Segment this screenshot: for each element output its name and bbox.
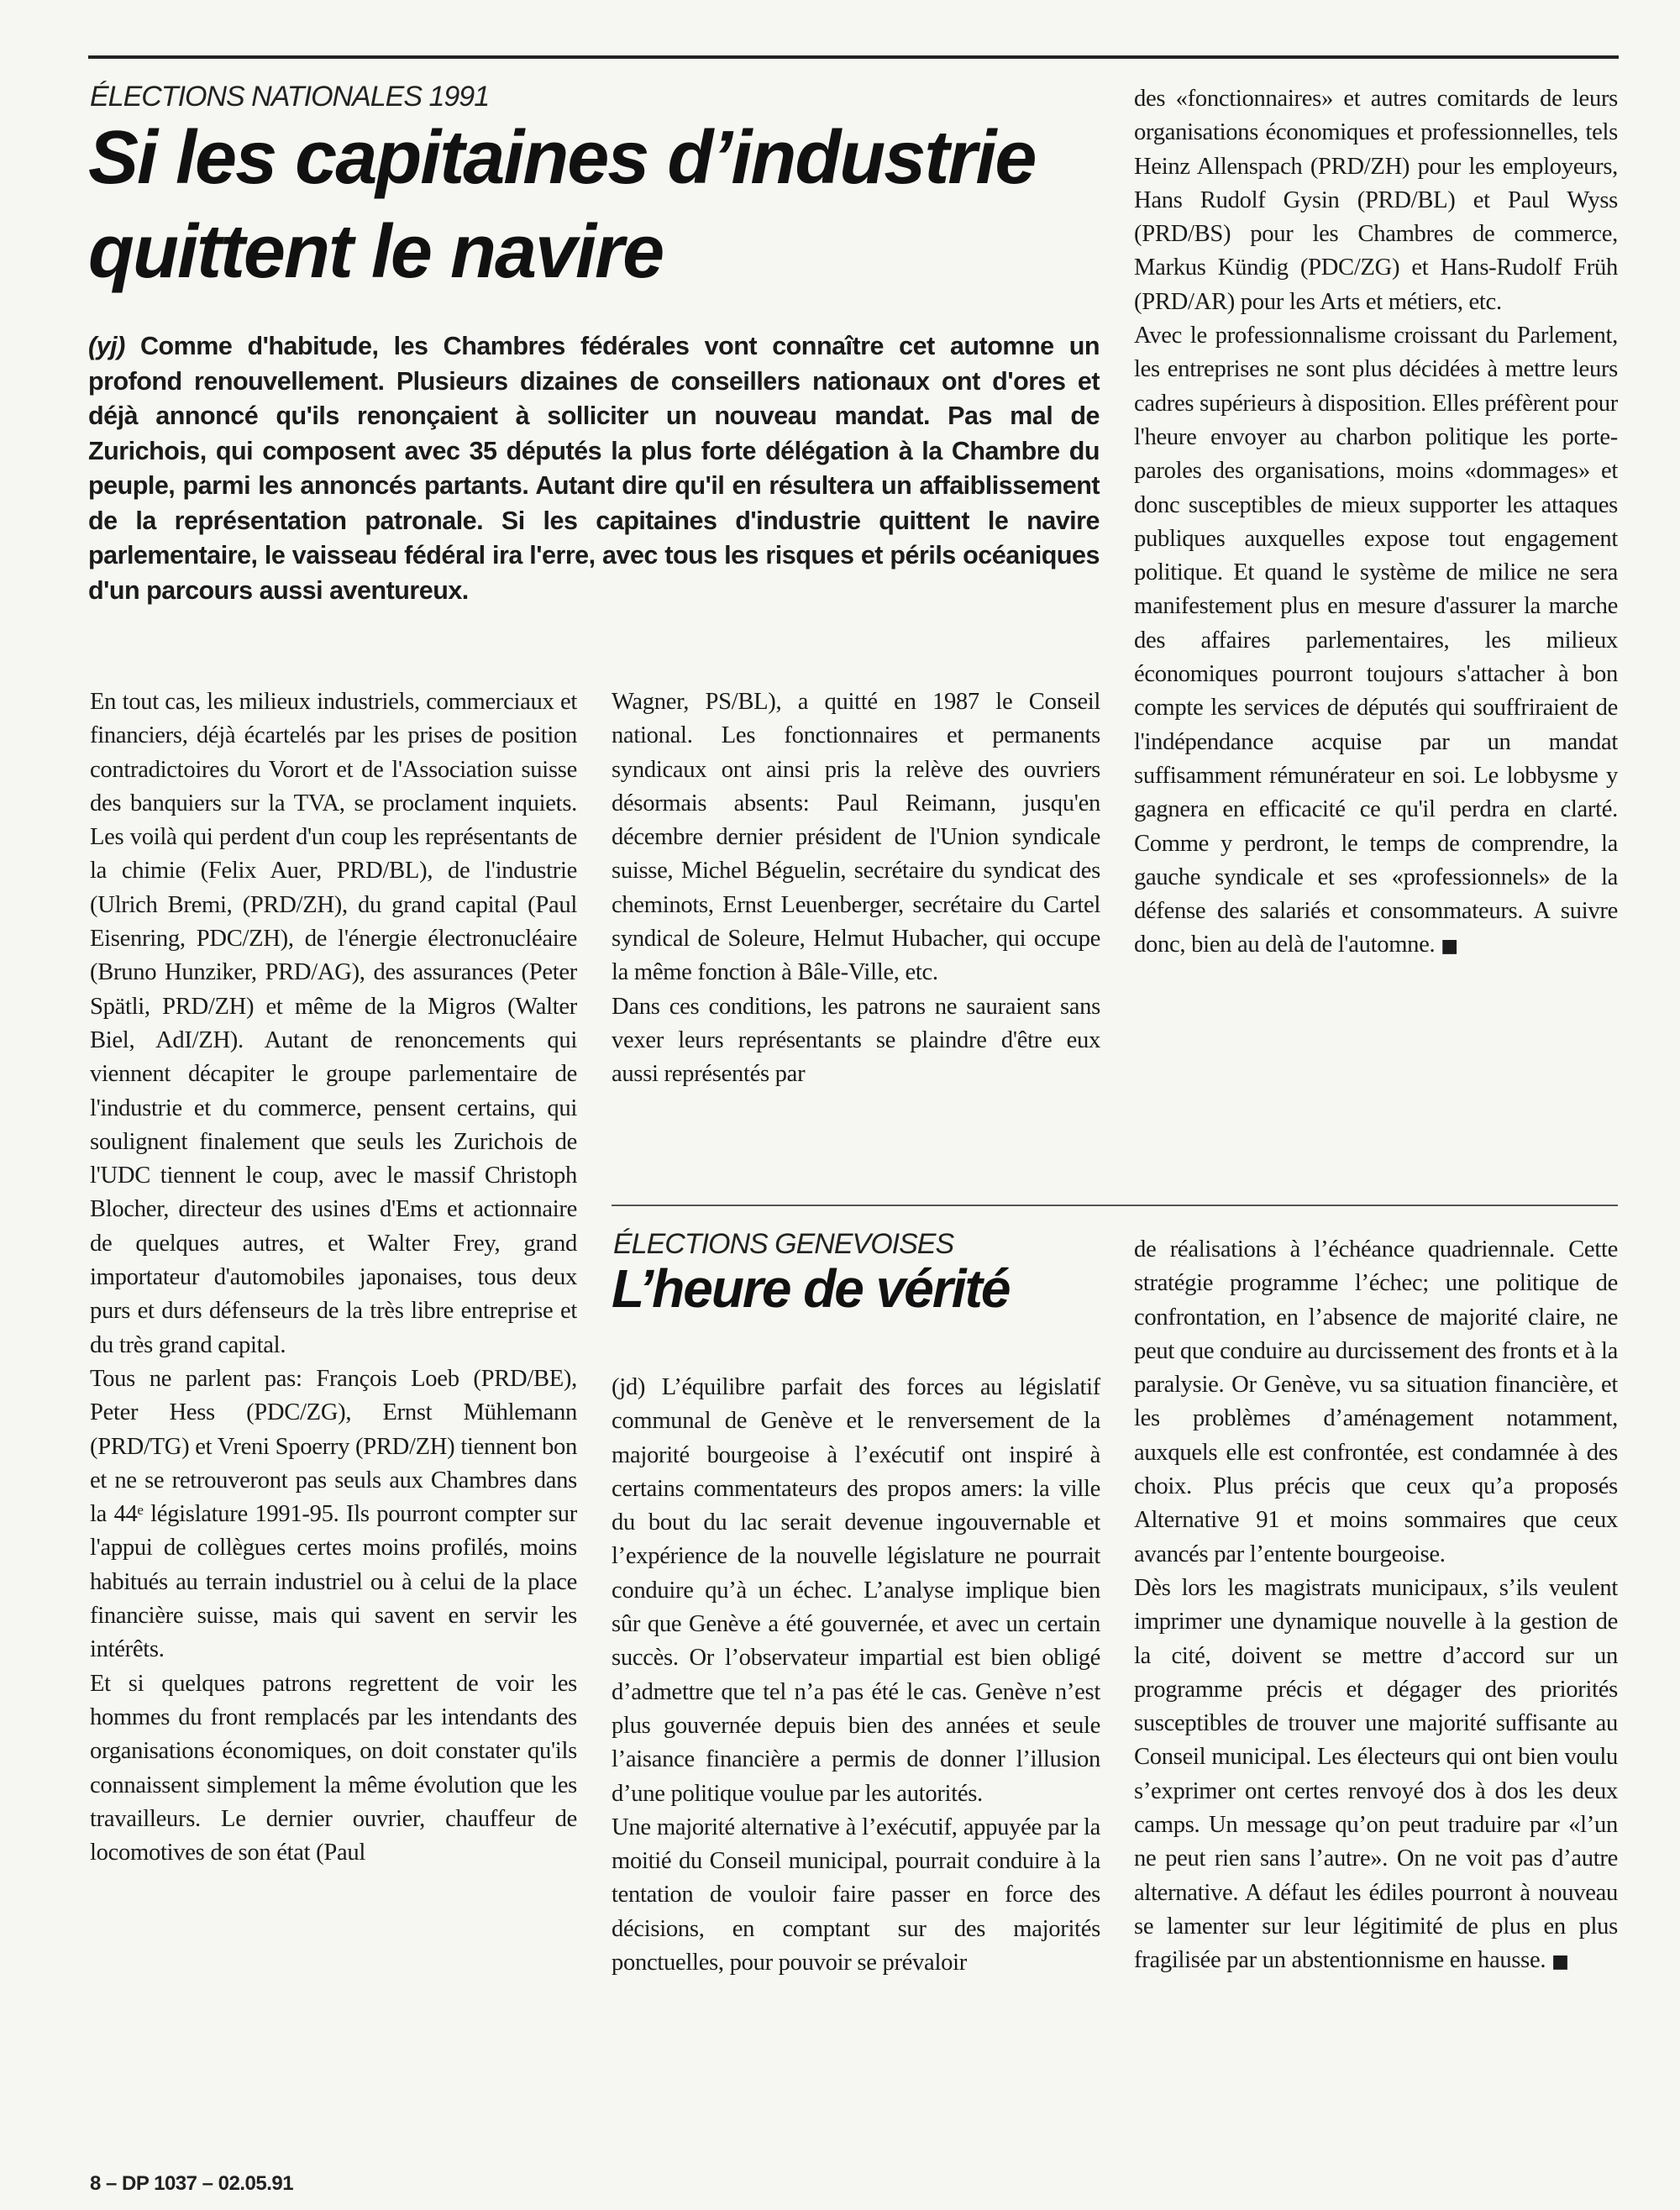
paragraph-text: Avec le professionnalisme croissant du Parlement, les entreprises ne sont plus décidées à mettre leurs cadres supérieurs à disposition. Elles préfèrent pour l'heure envoyer au charbon politique les porte-paroles des organisations, moins «dommages» et donc susceptibles de mieux supporter les attaques publiques auxquelles expose tout engagement politique. Et quand le système de milice ne sera manifestement plus en mesure d'assurer la marche des affaires parlementaires, les milieux économiques pourront toujours s'attacher à bon compte les services de députés qui souffriraient de l'indépendance acquise par un mandat suffisamment rémunérateur en soi. Le lobbysme y gagnera en efficacité ce qu'il perdra en clarté. Comme y perdront, le temps de comprendre, la gauche syndicale et ses «professionnels» de la défense des salariés et consommateurs. A suivre donc, bien au delà de l'automne. xyxy=(1134,323,1618,958)
lede-text: Comme d'habitude, les Chambres fédérales vont connaître cet automne un profond renouvellement. Plusieurs dizaines de conseillers nationaux ont d'ores et déjà annoncé qu'ils renonçaient à solliciter un nouveau mandat. Pas mal de Zurichois, qui composent avec 35 députés la plus forte délégation à la Chambre du peuple, parmi les annoncés partants. Autant dire qu'il en résultera un affaiblissement de la représentation patronale. Si les capitaines d'industrie quittent le navire parlementaire, le vaisseau fédéral ira l'erre, avec tous les risques et périls océaniques d'un parcours aussi aventureux. xyxy=(88,332,1100,605)
article2-column-1 xyxy=(612,1371,1100,2110)
paragraph: Wagner, PS/BL), a quitté en 1987 le Conseil national. Les fonctionnaires et permanents syndicaux ont ainsi pris la relève des ouvriers désormais absents: Paul Reimann, jusqu'en décembre dernier président de l'Union syndicale suisse, Michel Béguelin, secrétaire du syndicat des cheminots, Ernst Leuenberger, secrétaire du Cartel syndical de Soleure, Helmut Hubacher, qui occupe la même fonction à Bâle-Ville, etc. xyxy=(612,689,1100,986)
top-rule xyxy=(88,55,1619,59)
paragraph: Et si quelques patrons regrettent de voir les hommes du front remplacés par les intendants des organisations économiques, on doit constater qu'ils connaissent simplement la même évolution que les travailleurs. Le dernier ouvrier, chauffeur de locomotives de son état (Paul xyxy=(90,1670,577,1866)
article-separator xyxy=(612,1205,1618,1206)
article1-column-2 xyxy=(612,685,1100,1173)
paragraph: Tous ne parlent pas: François Loeb (PRD/BE), Peter Hess (PDC/ZG), Ernst Mühlemann (PRD/TG) et Vreni Spoerry (PRD/ZH) tiennent bon et ne se retrouveront pas seuls aux Chambres dans la 44ᵉ législature 1991-95. Ils pourront compter sur l'appui de collègues certes moins profilés, moins habitués au terrain industriel ou à celui de la place financière suisse, mais qui savent en servir les intérêts. xyxy=(90,1365,577,1663)
paragraph xyxy=(1134,1572,1618,1980)
article2-kicker: ÉLECTIONS GENEVOISES xyxy=(613,1228,954,1260)
paragraph: de réalisations à l’échéance quadriennale. Cette stratégie programme l’échec; une politique de confrontation, en l’absence de majorité claire, ne peut que conduire au durcissement des fronts et à la paralysie. Or Genève, vu sa situation financière, et les problèmes d’aménagement notamment, auxquels elle est confrontée, est condamnée à des choix. Plus précis que ceux qu’a proposés Alternative 91 et moins sommaires que ceux avancés par l’entente bourgeoise. xyxy=(1134,1236,1618,1567)
article2-column-2 xyxy=(1134,1233,1618,2107)
article1-headline: Si les capitaines d’industrie quittent le navire xyxy=(88,116,1036,294)
article2-headline: L’heure de vérité xyxy=(612,1258,1010,1319)
paragraph: Dans ces conditions, les patrons ne sauraient sans vexer leurs représentants se plaindre d'être eux aussi représentés par xyxy=(612,993,1100,1088)
article1-lede xyxy=(88,329,1100,608)
article1-column-1 xyxy=(90,685,577,2105)
lede-author-tag: (yj) xyxy=(88,332,125,360)
end-mark-icon: ■ xyxy=(1551,1951,1569,1973)
page-footer: 8 – DP 1037 – 02.05.91 xyxy=(90,2172,294,2195)
paragraph xyxy=(1134,319,1618,964)
article1-column-3 xyxy=(1134,82,1618,1166)
end-mark-icon: ■ xyxy=(1441,936,1458,958)
paragraph: des «fonctionnaires» et autres comitards de leurs organisations économiques et professionnelles, tels Heinz Allenspach (PRD/ZH) pour les employeurs, Hans Rudolf Gysin (PRD/BL) et Paul Wyss (PRD/BS) pour les Chambres de commerce, Markus Kündig (PDC/ZG) et Hans-Rudolf Früh (PRD/AR) pour les Arts et métiers, etc. xyxy=(1134,86,1618,315)
paragraph: En tout cas, les milieux industriels, commerciaux et financiers, déjà écartelés par les prises de position contradictoires du Vorort et de l'Association suisse des banquiers sur la TVA, se proclament inquiets. Les voilà qui perdent d'un coup les représentants de la chimie (Felix Auer, PRD/BL), de l'industrie (Ulrich Bremi, (PRD/ZH), du grand capital (Paul Eisenring, PDC/ZH), de l'énergie électronucléaire (Bruno Hunziker, PRD/AG), des assurances (Peter Spätli, PRD/ZH) et même de la Migros (Walter Biel, AdI/ZH). Autant de renoncements qui viennent décapiter le groupe parlementaire de l'industrie et du commerce, pensent certains, qui soulignent finalement que seuls les Zurichois de l'UDC tiennent le coup, avec le massif Christoph Blocher, directeur des usines d'Ems et actionnaire de quelques autres, et Walter Frey, grand importateur d'automobiles japonaises, tous deux purs et durs défenseurs de la très libre entreprise et du très grand capital. xyxy=(90,689,577,1358)
paragraph: Une majorité alternative à l’exécutif, appuyée par la moitié du Conseil municipal, pourrait conduire à la tentation de vouloir faire passer en force des décisions, en comptant sur des majorités ponctuelles, pour pouvoir se prévaloir xyxy=(612,1814,1100,1976)
paragraph: (jd) L’équilibre parfait des forces au législatif communal de Genève et le renversement de la majorité bourgeoise à l’exécutif ont inspiré à certains commentateurs des propos amers: la ville du bout du lac serait devenue ingouvernable et l’expérience de la nouvelle législature ne pourrait conduire qu’à un échec. L’analyse implique bien sûr que Genève a été gouvernée, et avec un certain succès. Or l’observateur impartial est bien obligé d’admettre que tel n’a pas été le cas. Genève n’est plus gouvernée depuis bien des années et seule l’aisance financière a permis de donner l’illusion d’une politique voulue par les autorités. xyxy=(612,1374,1100,1807)
paragraph-text: Dès lors les magistrats municipaux, s’ils veulent imprimer une dynamique nouvelle à la gestion de la cité, doivent se mettre d’accord sur un programme précis et dégager des priorités susceptibles de trouver une majorité suffisante au Conseil municipal. Les électeurs qui ont bien voulu s’exprimer ont certes renvoyé dos à dos les deux camps. Un message qu’on peut traduire par «l’un ne peut rien sans l’autre». On ne voit pas d’autre alternative. A défaut les édiles pourront à nouveau se lamenter sur leur légitimité de plus en plus fragilisée par un abstentionnisme en hausse. xyxy=(1134,1574,1618,1974)
article1-kicker: ÉLECTIONS NATIONALES 1991 xyxy=(90,81,490,113)
